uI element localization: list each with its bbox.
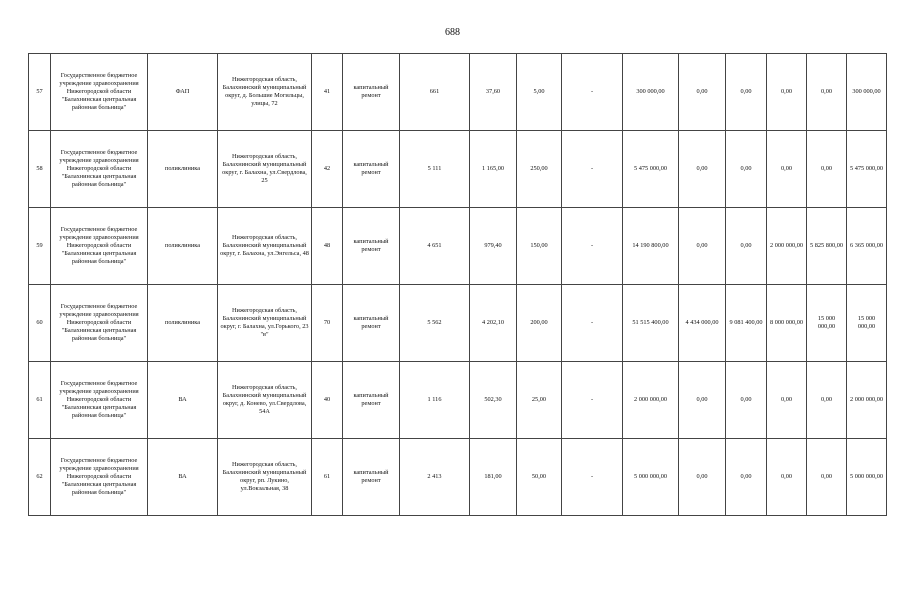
yearly-cost-cell: 5 825 800,00 [807, 208, 847, 285]
yearly-cost-cell: 0,00 [767, 131, 807, 208]
yearly-cost-cell: 5 000 000,00 [847, 439, 887, 516]
yearly-cost-cell: 0,00 [726, 54, 767, 131]
table-row [29, 54, 887, 131]
yearly-cost-cell: 0,00 [679, 439, 726, 516]
yearly-cost-cell: 5 475 000,00 [847, 131, 887, 208]
total-cost-cell: 51 515 400,00 [623, 285, 679, 362]
yearly-cost-cell: 2 000 000,00 [847, 362, 887, 439]
table-row [29, 285, 887, 362]
year-cell: 42 [312, 131, 343, 208]
yearly-cost-cell: 8 000 000,00 [767, 285, 807, 362]
yearly-cost-cell: 4 434 000,00 [679, 285, 726, 362]
yearly-cost-cell: 0,00 [726, 362, 767, 439]
yearly-cost-cell: 0,00 [767, 54, 807, 131]
facility-type-cell: ФАП [148, 54, 218, 131]
page-number: 688 [445, 27, 460, 38]
row-number-cell: 57 [29, 54, 51, 131]
value-cell: 150,00 [517, 208, 562, 285]
year-cell: 48 [312, 208, 343, 285]
organization-cell: Государственное бюджетное учреждение здравоохранения Нижегородской области "Балахнинская центральная районная больница" [51, 54, 148, 131]
year-cell: 61 [312, 439, 343, 516]
value-cell: 502,30 [470, 362, 517, 439]
work-type-cell: капитальный ремонт [343, 54, 400, 131]
facility-type-cell: ВА [148, 439, 218, 516]
value-cell: 1 165,00 [470, 131, 517, 208]
row-number-cell: 59 [29, 208, 51, 285]
value-cell: - [562, 54, 623, 131]
value-cell: - [562, 362, 623, 439]
value-cell: - [562, 285, 623, 362]
value-cell: 5,00 [517, 54, 562, 131]
facility-type-cell: поликлиника [148, 131, 218, 208]
yearly-cost-cell: 15 000 000,00 [847, 285, 887, 362]
yearly-cost-cell: 300 000,00 [847, 54, 887, 131]
yearly-cost-cell: 15 000 000,00 [807, 285, 847, 362]
value-cell: 37,60 [470, 54, 517, 131]
table-row [29, 131, 887, 208]
yearly-cost-cell: 0,00 [807, 131, 847, 208]
address-cell: Нижегородская область, Балахнинский муниципальный округ, д. Конево, ул.Свердлова, 54А [218, 362, 312, 439]
yearly-cost-cell: 0,00 [726, 131, 767, 208]
yearly-cost-cell: 0,00 [726, 208, 767, 285]
organization-cell: Государственное бюджетное учреждение здравоохранения Нижегородской области "Балахнинская центральная районная больница" [51, 439, 148, 516]
value-cell: - [562, 439, 623, 516]
yearly-cost-cell: 0,00 [679, 362, 726, 439]
address-cell: Нижегородская область, Балахнинский муниципальный округ, г. Балахна, ул.Свердлова, 25 [218, 131, 312, 208]
yearly-cost-cell: 0,00 [767, 439, 807, 516]
yearly-cost-cell: 6 365 000,00 [847, 208, 887, 285]
value-cell: 181,00 [470, 439, 517, 516]
area-cell: 2 413 [400, 439, 470, 516]
organization-cell: Государственное бюджетное учреждение здравоохранения Нижегородской области "Балахнинская центральная районная больница" [51, 285, 148, 362]
table-row [29, 208, 887, 285]
area-cell: 1 116 [400, 362, 470, 439]
facility-type-cell: ВА [148, 362, 218, 439]
year-cell: 40 [312, 362, 343, 439]
value-cell: - [562, 131, 623, 208]
table-row [29, 439, 887, 516]
work-type-cell: капитальный ремонт [343, 285, 400, 362]
yearly-cost-cell: 0,00 [679, 54, 726, 131]
area-cell: 4 651 [400, 208, 470, 285]
yearly-cost-cell: 0,00 [679, 131, 726, 208]
yearly-cost-cell: 0,00 [679, 208, 726, 285]
organization-cell: Государственное бюджетное учреждение здравоохранения Нижегородской области "Балахнинская центральная районная больница" [51, 362, 148, 439]
year-cell: 41 [312, 54, 343, 131]
yearly-cost-cell: 0,00 [807, 439, 847, 516]
yearly-cost-cell: 2 000 000,00 [767, 208, 807, 285]
value-cell: - [562, 208, 623, 285]
value-cell: 200,00 [517, 285, 562, 362]
facility-type-cell: поликлиника [148, 208, 218, 285]
address-cell: Нижегородская область, Балахнинский муниципальный округ, д. Большие Могильцы, улицы, 72 [218, 54, 312, 131]
yearly-cost-cell: 0,00 [807, 54, 847, 131]
work-type-cell: капитальный ремонт [343, 439, 400, 516]
value-cell: 979,40 [470, 208, 517, 285]
area-cell: 5 562 [400, 285, 470, 362]
work-type-cell: капитальный ремонт [343, 362, 400, 439]
row-number-cell: 58 [29, 131, 51, 208]
yearly-cost-cell: 0,00 [726, 439, 767, 516]
organization-cell: Государственное бюджетное учреждение здравоохранения Нижегородской области "Балахнинская центральная районная больница" [51, 131, 148, 208]
total-cost-cell: 300 000,00 [623, 54, 679, 131]
facility-type-cell: поликлиника [148, 285, 218, 362]
yearly-cost-cell: 9 081 400,00 [726, 285, 767, 362]
address-cell: Нижегородская область, Балахнинский муниципальный округ, г. Балахна, ул.Энгельса, 48 [218, 208, 312, 285]
facilities-table [28, 53, 887, 516]
value-cell: 250,00 [517, 131, 562, 208]
row-number-cell: 62 [29, 439, 51, 516]
value-cell: 50,00 [517, 439, 562, 516]
value-cell: 4 202,10 [470, 285, 517, 362]
row-number-cell: 60 [29, 285, 51, 362]
table-body [29, 54, 887, 516]
area-cell: 5 111 [400, 131, 470, 208]
total-cost-cell: 5 475 000,00 [623, 131, 679, 208]
total-cost-cell: 5 000 000,00 [623, 439, 679, 516]
yearly-cost-cell: 0,00 [767, 362, 807, 439]
work-type-cell: капитальный ремонт [343, 131, 400, 208]
table-row [29, 362, 887, 439]
row-number-cell: 61 [29, 362, 51, 439]
address-cell: Нижегородская область, Балахнинский муниципальный округ, рп. Лукино, ул.Вокзальная, 38 [218, 439, 312, 516]
total-cost-cell: 14 190 800,00 [623, 208, 679, 285]
organization-cell: Государственное бюджетное учреждение здравоохранения Нижегородской области "Балахнинская центральная районная больница" [51, 208, 148, 285]
work-type-cell: капитальный ремонт [343, 208, 400, 285]
area-cell: 661 [400, 54, 470, 131]
address-cell: Нижегородская область, Балахнинский муниципальный округ, г. Балахна, ул.Горького, 23 "в" [218, 285, 312, 362]
value-cell: 25,00 [517, 362, 562, 439]
total-cost-cell: 2 000 000,00 [623, 362, 679, 439]
yearly-cost-cell: 0,00 [807, 362, 847, 439]
year-cell: 70 [312, 285, 343, 362]
